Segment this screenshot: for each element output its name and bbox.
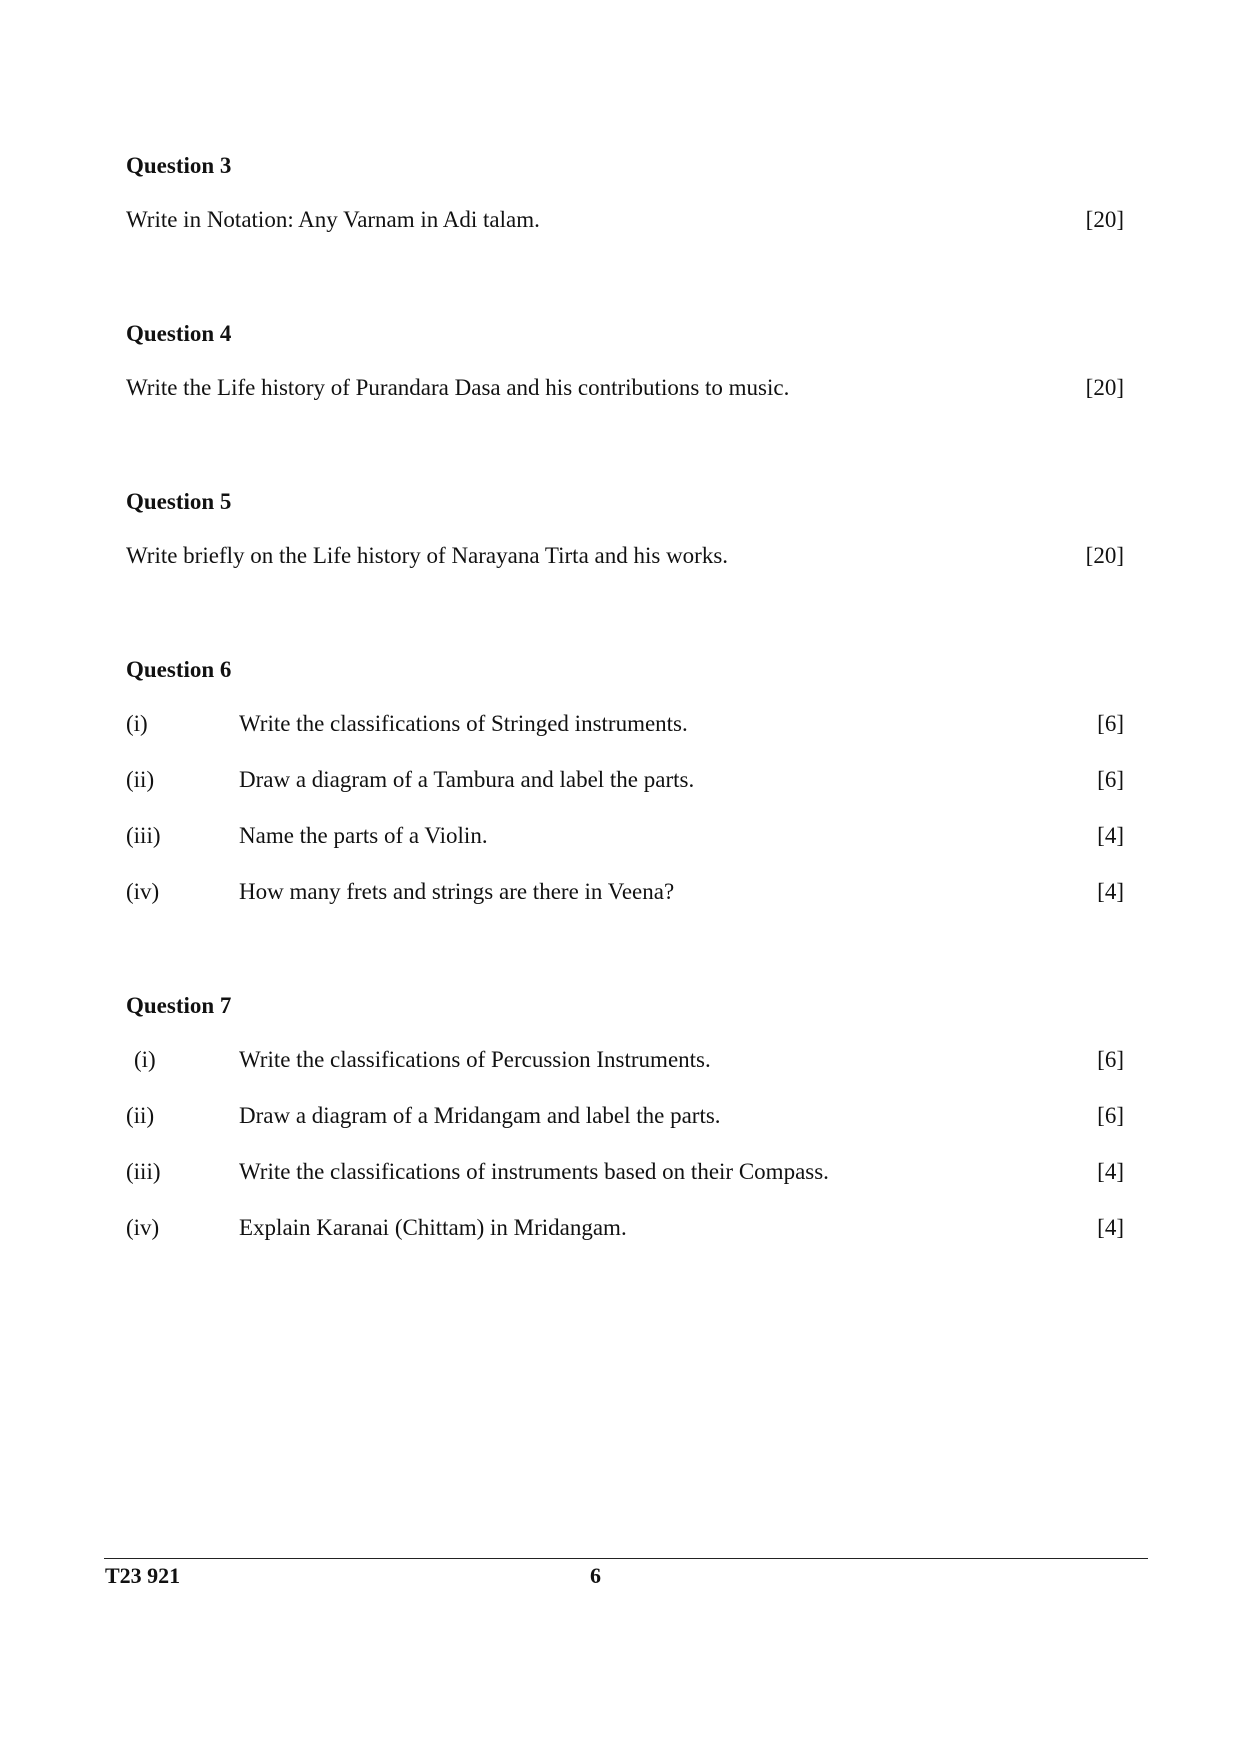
question-6-part-ii [126, 765, 1124, 795]
question-5-line [126, 541, 1124, 571]
part-marks: [6] [1097, 1047, 1124, 1072]
footer-divider [104, 1558, 1148, 1559]
question-7-part-iii [126, 1157, 1124, 1187]
part-text: Write the classifications of instruments based on their Compass. [239, 1159, 829, 1184]
question-4-title: Question 4 [126, 321, 232, 346]
part-number: (iii) [126, 1159, 161, 1184]
question-5-title: Question 5 [126, 489, 232, 514]
part-marks: [4] [1097, 1159, 1124, 1184]
part-number: (i) [126, 711, 148, 736]
question-7-part-i [126, 1045, 1124, 1075]
question-4-marks: [20] [1085, 375, 1124, 400]
question-6-part-iv [126, 877, 1124, 907]
part-number: (ii) [126, 1103, 155, 1128]
paper-code: T23 921 [105, 1563, 181, 1588]
question-7-part-ii [126, 1101, 1124, 1131]
question-3-text: Write in Notation: Any Varnam in Adi talam. [126, 207, 540, 232]
part-text: Draw a diagram of a Mridangam and label the parts. [239, 1103, 721, 1128]
part-text: Explain Karanai (Chittam) in Mridangam. [239, 1215, 627, 1240]
question-3-marks: [20] [1085, 207, 1124, 232]
part-marks: [4] [1097, 879, 1124, 904]
part-marks: [6] [1097, 711, 1124, 736]
part-number: (ii) [126, 767, 155, 792]
question-3-line [126, 205, 1124, 235]
part-marks: [6] [1097, 767, 1124, 792]
question-6-part-i [126, 709, 1124, 739]
part-text: Write the classifications of Stringed instruments. [239, 711, 688, 736]
question-4-text: Write the Life history of Purandara Dasa and his contributions to music. [126, 375, 790, 400]
part-number: (iii) [126, 823, 161, 848]
part-text: Write the classifications of Percussion Instruments. [239, 1047, 711, 1072]
part-text: How many frets and strings are there in Veena? [239, 879, 675, 904]
part-text: Draw a diagram of a Tambura and label the parts. [239, 767, 695, 792]
question-6-part-iii [126, 821, 1124, 851]
page-number: 6 [590, 1563, 601, 1588]
question-5-marks: [20] [1085, 543, 1124, 568]
part-marks: [6] [1097, 1103, 1124, 1128]
part-number: (i) [134, 1047, 156, 1072]
part-marks: [4] [1097, 1215, 1124, 1240]
part-text: Name the parts of a Violin. [239, 823, 488, 848]
question-7-part-iv [126, 1213, 1124, 1243]
part-number: (iv) [126, 1215, 160, 1240]
question-5-text: Write briefly on the Life history of Narayana Tirta and his works. [126, 543, 729, 568]
question-7-title: Question 7 [126, 993, 232, 1018]
question-3-title: Question 3 [126, 153, 232, 178]
question-6-title: Question 6 [126, 657, 232, 682]
part-number: (iv) [126, 879, 160, 904]
part-marks: [4] [1097, 823, 1124, 848]
question-4-line [126, 373, 1124, 403]
